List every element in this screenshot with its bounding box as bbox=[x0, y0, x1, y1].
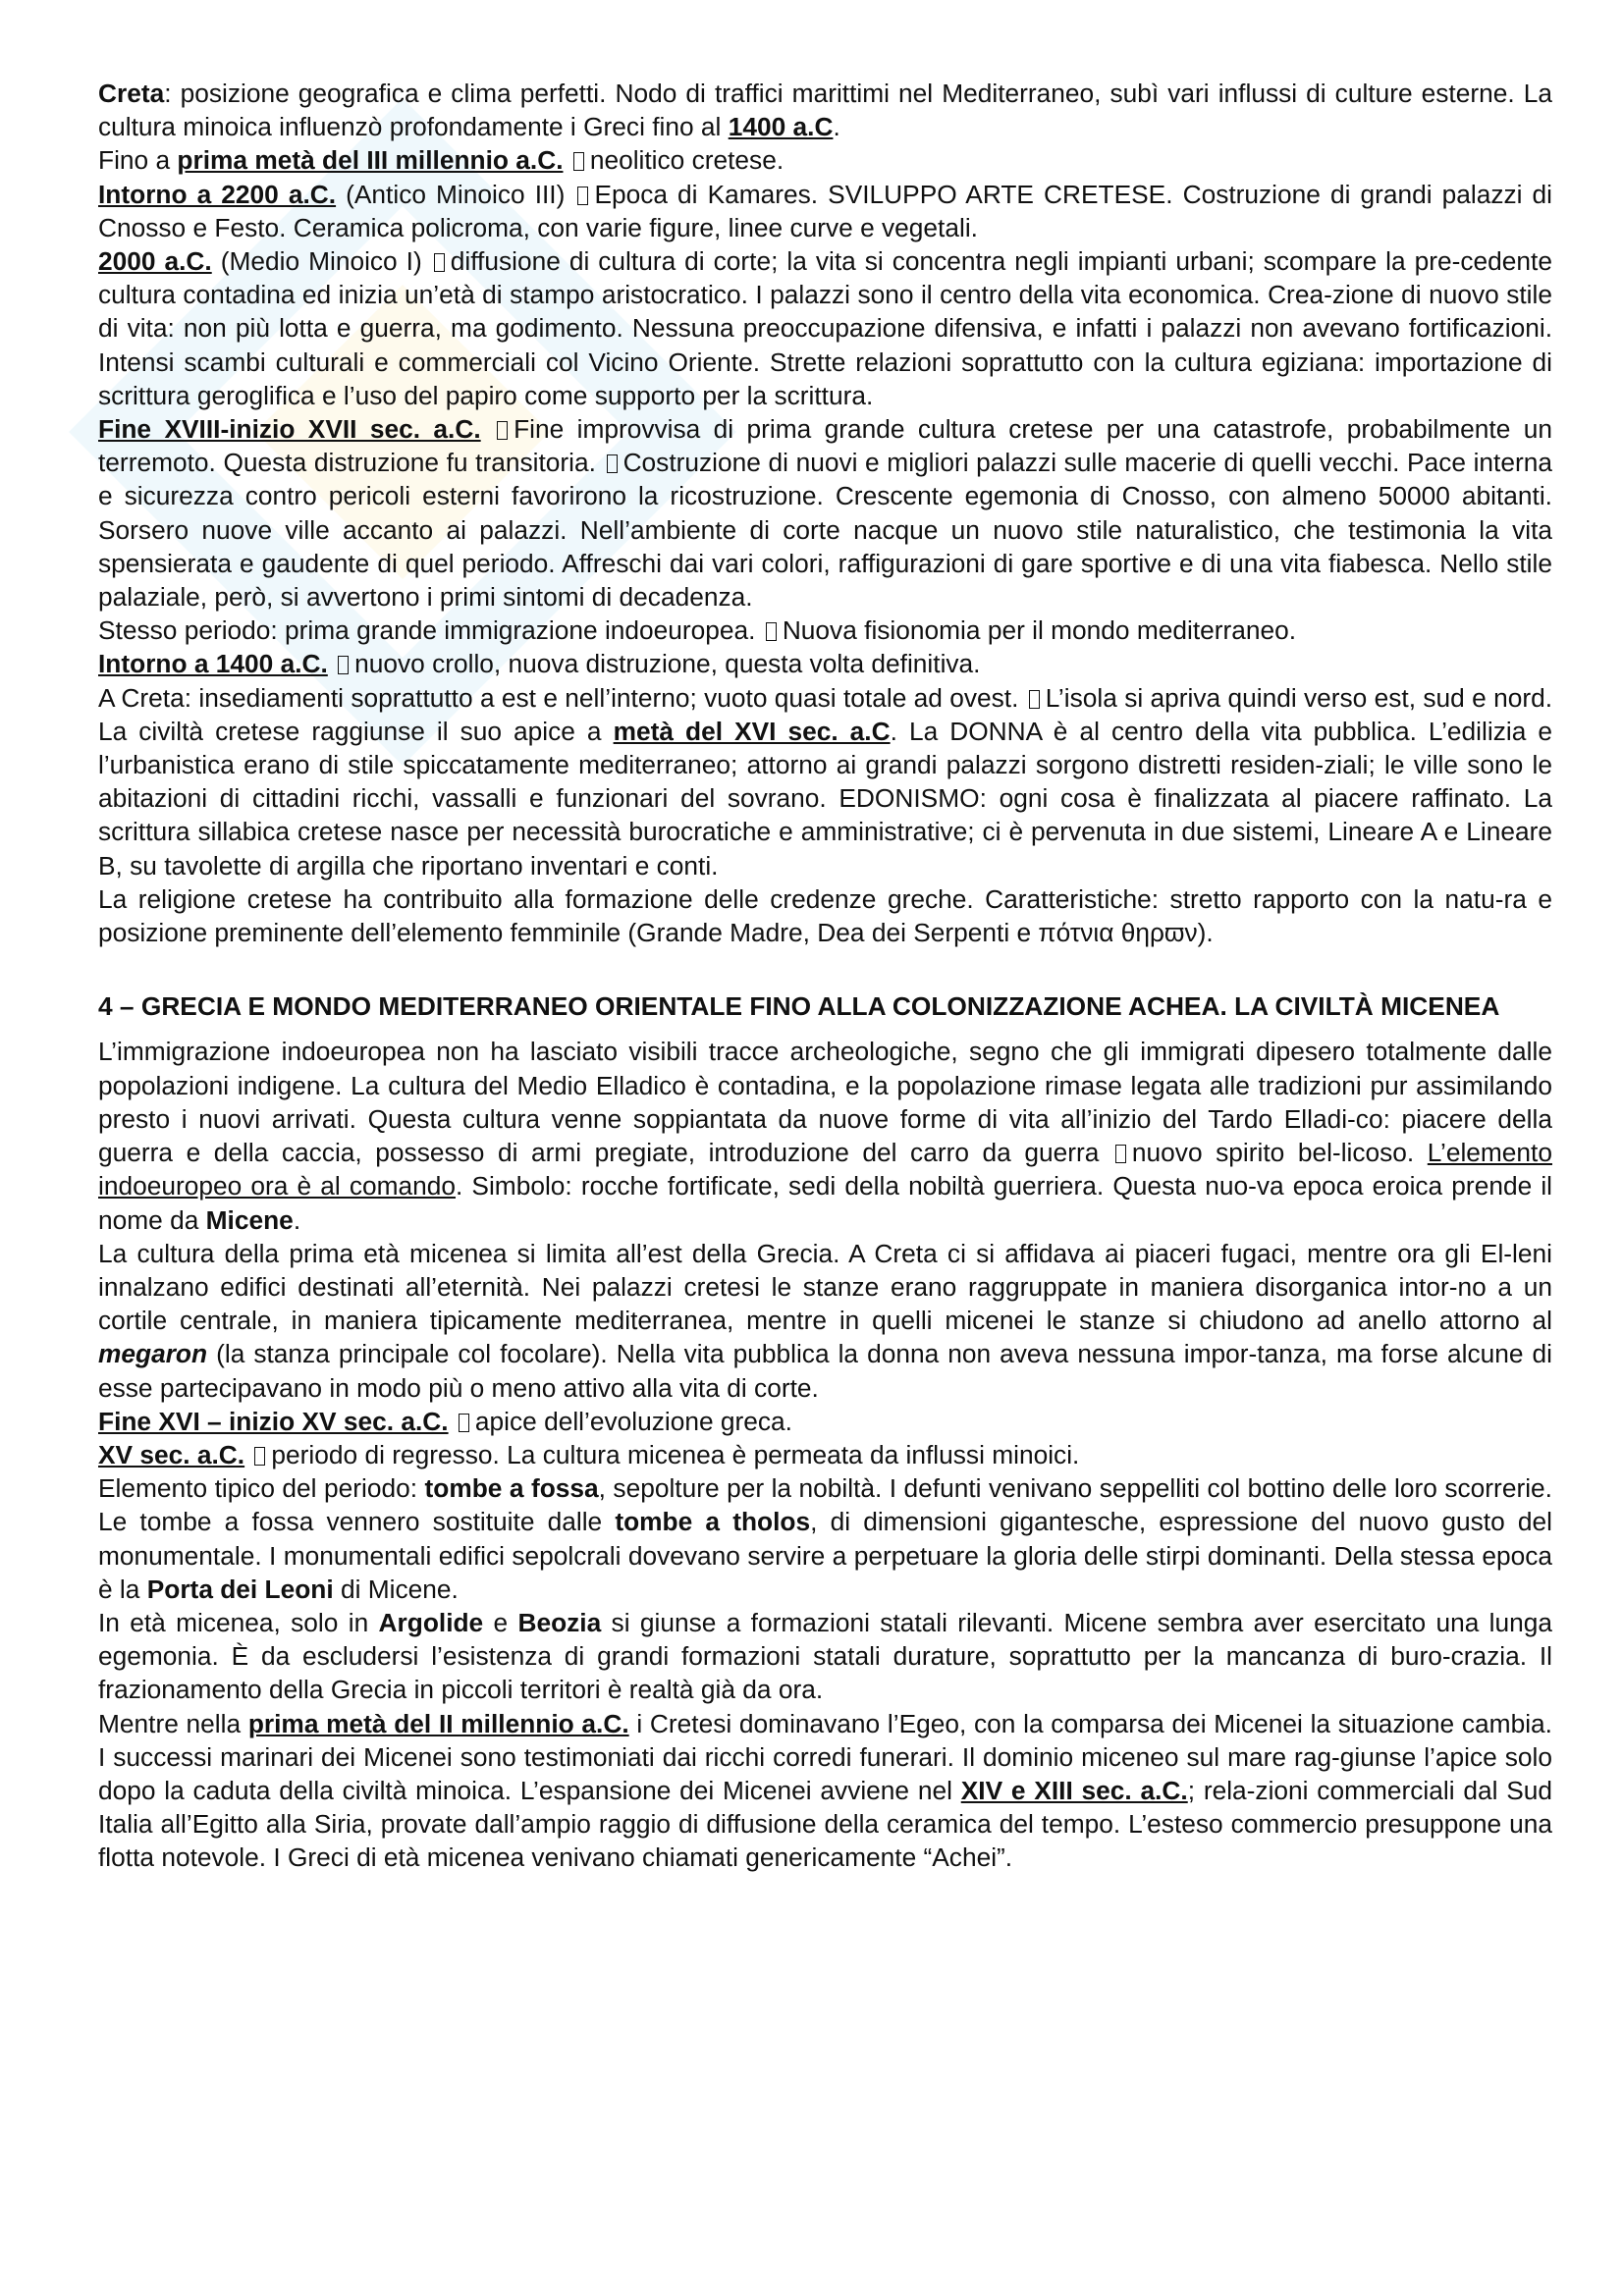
emphasis-text: Fine XVI – inizio XV sec. a.C. bbox=[98, 1406, 449, 1436]
body-text: L’elemento indoeuropeo ora è al comando bbox=[98, 1138, 1552, 1201]
body-text: : posizione geografica e clima perfetti. Nodo di traffici marittimi nel Mediterraneo, subì vari influssi di culture esterne. La cultura minoica influenzò profondamente i Greci fino al bbox=[98, 79, 1552, 142]
body-text: L’immigrazione indoeuropea non ha lasciato visibili tracce archeologiche, segno che gli immigrati dipesero totalmente dalle popolazioni indigene. La cultura del Medio Elladico è contadina, e la popolazione rimase legata alle tradizioni pur assimilando presto i nuovi arrivati. Questa cultura venne soppiantata da nuove forme di vita all’inizio del Tardo Elladi-co: piacere della guerra e della caccia, possesso di armi pregiate, introduzione del carro da guerra bbox=[98, 1037, 1552, 1168]
document-page bbox=[98, 77, 1552, 1875]
body-text: . bbox=[833, 112, 840, 142]
arrow-glyph-icon bbox=[497, 421, 508, 440]
emphasis-text: megaron bbox=[98, 1339, 208, 1369]
paragraph bbox=[98, 1405, 1552, 1438]
emphasis-text: Beozia bbox=[517, 1607, 602, 1637]
body-text: (Medio Minoico I) bbox=[211, 246, 431, 277]
paragraph bbox=[98, 1606, 1552, 1707]
body-text: La cultura della prima età micenea si limita all’est della Grecia. A Creta ci si affidava ai piaceri fugaci, mentre ora gli El-leni innalzano edifici destinati all’eternità. Nei palazzi cretesi le stanze erano raggruppate in maniera disorganica intor-no a un cortile centrale, in maniera tipicamente mediterranea, mentre in quelli micenei le stanze si chiudono ad anello attorno al bbox=[98, 1238, 1552, 1336]
emphasis-text: Creta bbox=[98, 79, 165, 108]
paragraph bbox=[98, 143, 1552, 177]
emphasis-text: tombe a tholos bbox=[615, 1507, 811, 1537]
paragraph bbox=[98, 1707, 1552, 1875]
body-text: 4 – GRECIA E MONDO MEDITERRANEO ORIENTALE FINO ALLA COLONIZZAZIONE ACHEA. LA CIVILTÀ MICENEA bbox=[98, 991, 1500, 1022]
body-text bbox=[481, 414, 494, 444]
emphasis-text: prima metà del II millennio a.C. bbox=[247, 1708, 629, 1738]
body-text: ; rela-zioni commerciali dal Sud Italia all’Egitto alla Siria, provate dall’ampio raggio di diffusione della ceramica del tempo. L’esteso commercio presuppone una flotta notevole. I Greci di età micenea venivano chiamati genericamente “Achei”. bbox=[98, 1775, 1553, 1873]
body-text: , sepolture per la nobiltà. I defunti venivano seppelliti col bottino delle loro scorrerie. Le tombe a fossa vennero sostituite dalle bbox=[98, 1473, 1552, 1537]
body-text: e bbox=[483, 1607, 518, 1637]
paragraph bbox=[98, 412, 1552, 614]
emphasis-text: Intorno a 1400 a.C. bbox=[98, 649, 328, 679]
emphasis-text: Intorno a 2200 a.C. bbox=[98, 179, 337, 209]
body-text: nuovo spirito bel-licoso. bbox=[1131, 1138, 1428, 1168]
paragraph bbox=[98, 77, 1552, 143]
section-heading bbox=[98, 989, 1552, 1023]
arrow-glyph-icon bbox=[1029, 690, 1040, 709]
body-text: L’isola si apriva quindi verso est, sud e nord. La civiltà cretese raggiunse il suo apice a bbox=[98, 682, 1553, 746]
body-text bbox=[564, 145, 570, 175]
arrow-glyph-icon bbox=[254, 1447, 265, 1466]
arrow-glyph-icon bbox=[577, 187, 588, 205]
body-text: i Cretesi dominavano l’Egeo, con la comparsa dei Micenei la situazione cambia. I successi marinari dei Micenei sono testimoniati dai ricchi corredi funerari. Il dominio miceneo sul mare rag-giunse l’apice solo dopo la caduta della civiltà minoica. L’espansione dei Micenei avviene nel bbox=[98, 1708, 1552, 1805]
body-text: Costruzione di nuovi e migliori palazzi sulle macerie di quelli vecchi. Pace interna e sicurezza contro pericoli esterni favorirono la ricostruzione. Crescente egemonia di Cnosso, con almeno 50000 abitanti. Sorsero nuove ville accanto ai palazzi. Nell’ambiente di corte nacque un nuovo stile naturalistico, che testimonia la vita spensierata e gaudente di quel periodo. Affreschi dai vari colori, raffigurazioni di gare sportive e di una vita fiabesca. Nello stile palaziale, però, si avvertono i primi sintomi di decadenza. bbox=[98, 448, 1552, 613]
body-text: Nuova fisionomia per il mondo mediterraneo. bbox=[782, 615, 1297, 646]
emphasis-text: Micene bbox=[205, 1204, 294, 1235]
emphasis-text: prima metà del III millennio a.C. bbox=[177, 145, 564, 176]
body-text: periodo di regresso. La cultura micenea è permeata da influssi minoici. bbox=[271, 1439, 1080, 1469]
body-text: Mentre nella bbox=[98, 1708, 248, 1738]
paragraph bbox=[98, 681, 1552, 882]
body-text: neolitico cretese. bbox=[589, 145, 784, 176]
emphasis-text: XIV e XIII sec. a.C. bbox=[960, 1775, 1188, 1805]
emphasis-text: 1400 a.C bbox=[728, 112, 834, 142]
emphasis-text: 2000 a.C. bbox=[98, 246, 212, 277]
paragraph bbox=[98, 1035, 1552, 1236]
paragraph bbox=[98, 614, 1552, 647]
body-text: si giunse a formazioni statali rilevanti. Micene sembra aver esercitato una lunga egemonia. È da escludersi l’esistenza di grandi formazioni statali durature, soprattutto per la mancanza di buro-crazia. Il frazionamento della Grecia in piccoli territori è realtà già da ora. bbox=[98, 1607, 1552, 1705]
arrow-glyph-icon bbox=[766, 622, 777, 641]
body-text bbox=[328, 649, 335, 678]
arrow-glyph-icon bbox=[459, 1414, 469, 1432]
body-text: Stesso periodo: prima grande immigrazione indoeuropea. bbox=[98, 615, 763, 646]
paragraph bbox=[98, 1438, 1552, 1471]
paragraph bbox=[98, 178, 1552, 244]
body-text: (Antico Minoico III) bbox=[336, 179, 575, 209]
paragraph bbox=[98, 882, 1552, 949]
body-text: . bbox=[293, 1204, 301, 1235]
emphasis-text: Porta dei Leoni bbox=[146, 1574, 334, 1604]
body-text: nuovo crollo, nuova distruzione, questa volta definitiva. bbox=[354, 649, 981, 679]
body-text bbox=[244, 1440, 251, 1469]
body-text: A Creta: insediamenti soprattutto a est e nell’interno; vuoto quasi totale ad ovest. bbox=[98, 682, 1026, 713]
body-text: Fino a bbox=[98, 145, 178, 176]
arrow-glyph-icon bbox=[434, 253, 445, 272]
emphasis-text: Fine XVIII-inizio XVII sec. a.C. bbox=[98, 414, 481, 445]
body-text: Fine improvvisa di prima grande cultura cretese per una catastrofe, probabilmente un terremoto. Questa distruzione fu transitoria. bbox=[98, 414, 1552, 478]
body-text bbox=[449, 1407, 456, 1436]
emphasis-text: XV sec. a.C. bbox=[98, 1439, 245, 1469]
body-text: diffusione di cultura di corte; la vita si concentra negli impianti urbani; scompare la pre-cedente cultura contadina ed inizia un’età di stampo aristocratico. I palazzi sono il centro della vita economica. Crea-zione di nuovo stile di vita: non più lotta e guerra, ma godimento. Nessuna preoccupazione difensiva, e infatti i palazzi non avevano fortificazioni. Intensi scambi culturali e commerciali col Vicino Oriente. Strette relazioni soprattutto con la cultura egiziana: importazione di scrittura geroglifica e l’uso del papiro come supporto per la scrittura. bbox=[98, 246, 1552, 410]
body-text: , di dimensioni gigantesche, espressione del nuovo gusto del monumentale. I monumentali edifici sepolcrali dovevano servire a perpetuare la gloria delle stirpi dominanti. Della stessa epoca è la bbox=[98, 1507, 1552, 1604]
paragraph bbox=[98, 647, 1552, 680]
body-text: Elemento tipico del periodo: bbox=[98, 1473, 425, 1504]
body-text: La religione cretese ha contribuito alla formazione delle credenze greche. Caratteristiche: stretto rapporto con la natu-ra e posizione preminente dell’elemento femminile (Grande Madre, Dea dei Serpenti e πότνια θηρϖν). bbox=[98, 883, 1552, 948]
paragraph bbox=[98, 1237, 1552, 1405]
arrow-glyph-icon bbox=[607, 454, 618, 473]
body-text: Epoca di Kamares. SVILUPPO ARTE CRETESE. Costruzione di grandi palazzi di Cnosso e Festo. Ceramica policroma, con varie figure, linee curve e vegetali. bbox=[98, 179, 1553, 242]
body-text: In età micenea, solo in bbox=[98, 1607, 379, 1637]
body-text: . La DONNA è al centro della vita pubblica. L’edilizia e l’urbanistica erano di stile spiccatamente mediterraneo; attorno ai grandi palazzi sorgono distretti residen-ziali; le ville sono le abitazioni di cittadini ricchi, vassalli e funzionari del sovrano. EDONISMO: ogni cosa è finalizzata al piacere raffinato. La scrittura sillabica cretese nasce per necessità burocratiche e amministrative; ci è pervenuta in due sistemi, Lineare A e Lineare B, su tavolette di argilla che riportano inventari e conti. bbox=[98, 716, 1552, 881]
body-text: (la stanza principale col focolare). Nella vita pubblica la donna non aveva nessuna impor-tanza, ma forse alcune di esse partecipavano in modo più o meno attivo alla vita di corte. bbox=[98, 1339, 1552, 1403]
body-text: di Micene. bbox=[333, 1574, 459, 1604]
emphasis-text: Argolide bbox=[378, 1607, 484, 1637]
emphasis-text: tombe a fossa bbox=[424, 1473, 599, 1504]
body-text: apice dell’evoluzione greca. bbox=[474, 1406, 792, 1436]
arrow-glyph-icon bbox=[338, 656, 349, 674]
paragraph bbox=[98, 244, 1552, 412]
arrow-glyph-icon bbox=[573, 152, 584, 171]
paragraph bbox=[98, 1471, 1552, 1606]
emphasis-text: metà del XVI sec. a.C bbox=[613, 716, 891, 746]
arrow-glyph-icon bbox=[1115, 1145, 1126, 1163]
body-text: . Simbolo: rocche fortificate, sedi della nobiltà guerriera. Questa nuo-va epoca eroica prende il nome da bbox=[98, 1171, 1552, 1235]
